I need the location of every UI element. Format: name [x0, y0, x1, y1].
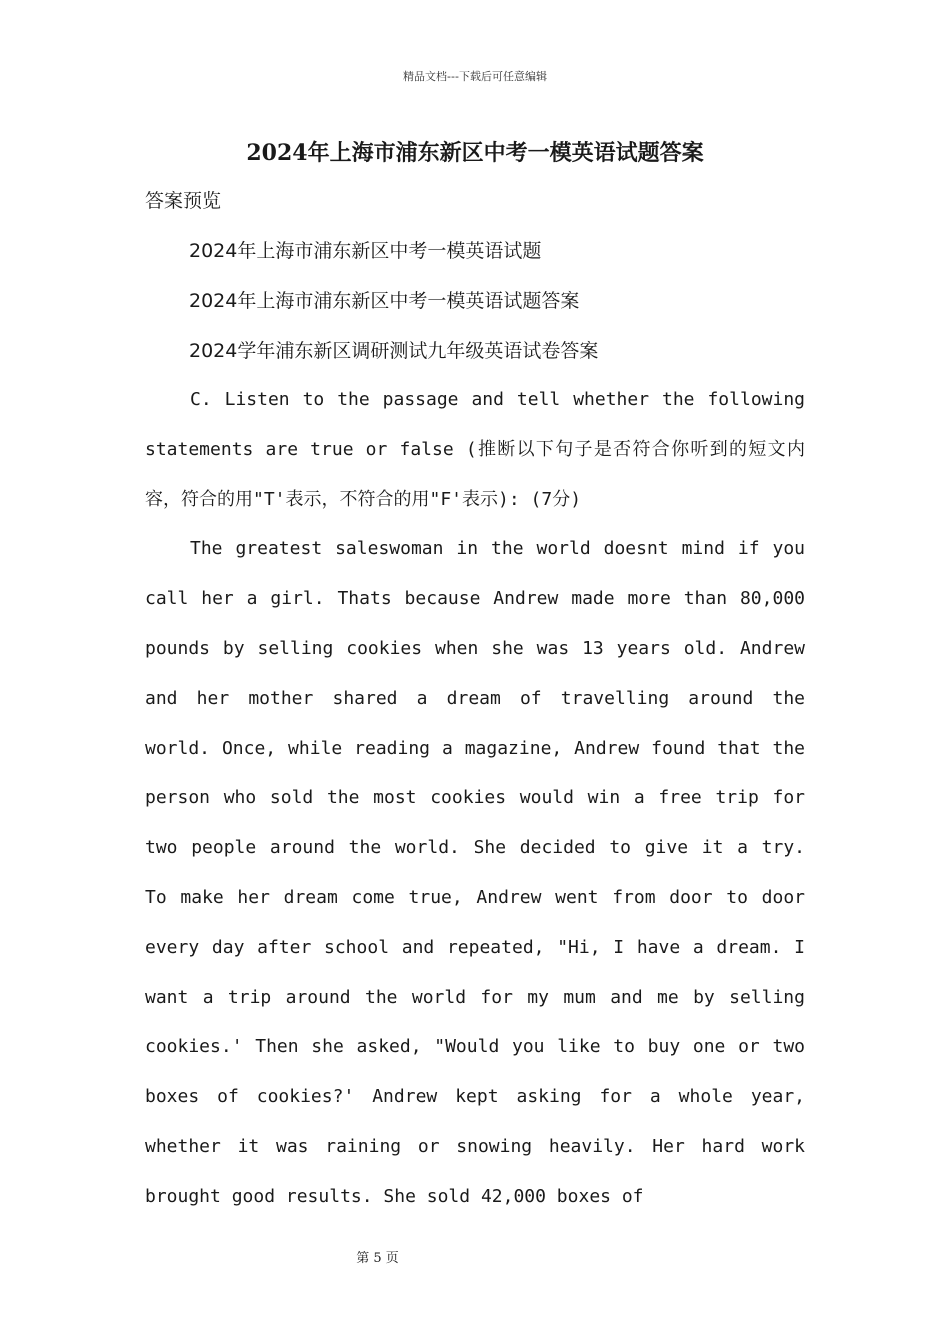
- related-doc-link-2[interactable]: 2024年上海市浦东新区中考一模英语试题答案: [189, 290, 580, 312]
- document-title: 2024年上海市浦东新区中考一模英语试题答案: [246, 140, 704, 166]
- related-doc-link-1[interactable]: 2024年上海市浦东新区中考一模英语试题: [189, 240, 542, 262]
- document-body: [145, 375, 805, 1222]
- section-heading: 答案预览: [145, 190, 222, 212]
- header-note: 精品文档---下载后可任意编辑: [403, 70, 547, 83]
- passage-paragraph: The greatest saleswoman in the world doesnt mind if you call her a girl. Thats because Andrew made more than 80,000 pounds by selling cookies when she was 13 years old. Andrew and her mother shared a dream of travelling around the world. Once, while reading a magazine, Andrew found that the person who sold the most cookies would win a free trip for two people around the world. She decided to give it a try. To make her dream come true, Andrew went from door to door every day after school and repeated, "Hi, I have a dream. I want a trip around the world for my mum and me by selling cookies.' Then she asked, "Would you like to buy one or two boxes of cookies?' Andrew kept asking for a whole year, whether it was raining or snowing heavily. Her hard work brought good results. She sold 42,000 boxes of: [145, 538, 805, 1207]
- related-doc-link-3[interactable]: 2024学年浦东新区调研测试九年级英语试卷答案: [189, 340, 599, 362]
- page-number: 第 5 页: [356, 1251, 399, 1266]
- instruction-paragraph: C. Listen to the passage and tell whether the following statements are true or false (推断以下句子是否符合你听到的短文内容，符合的用"T'表示，不符合的用"F'表示): (7分): [145, 389, 805, 510]
